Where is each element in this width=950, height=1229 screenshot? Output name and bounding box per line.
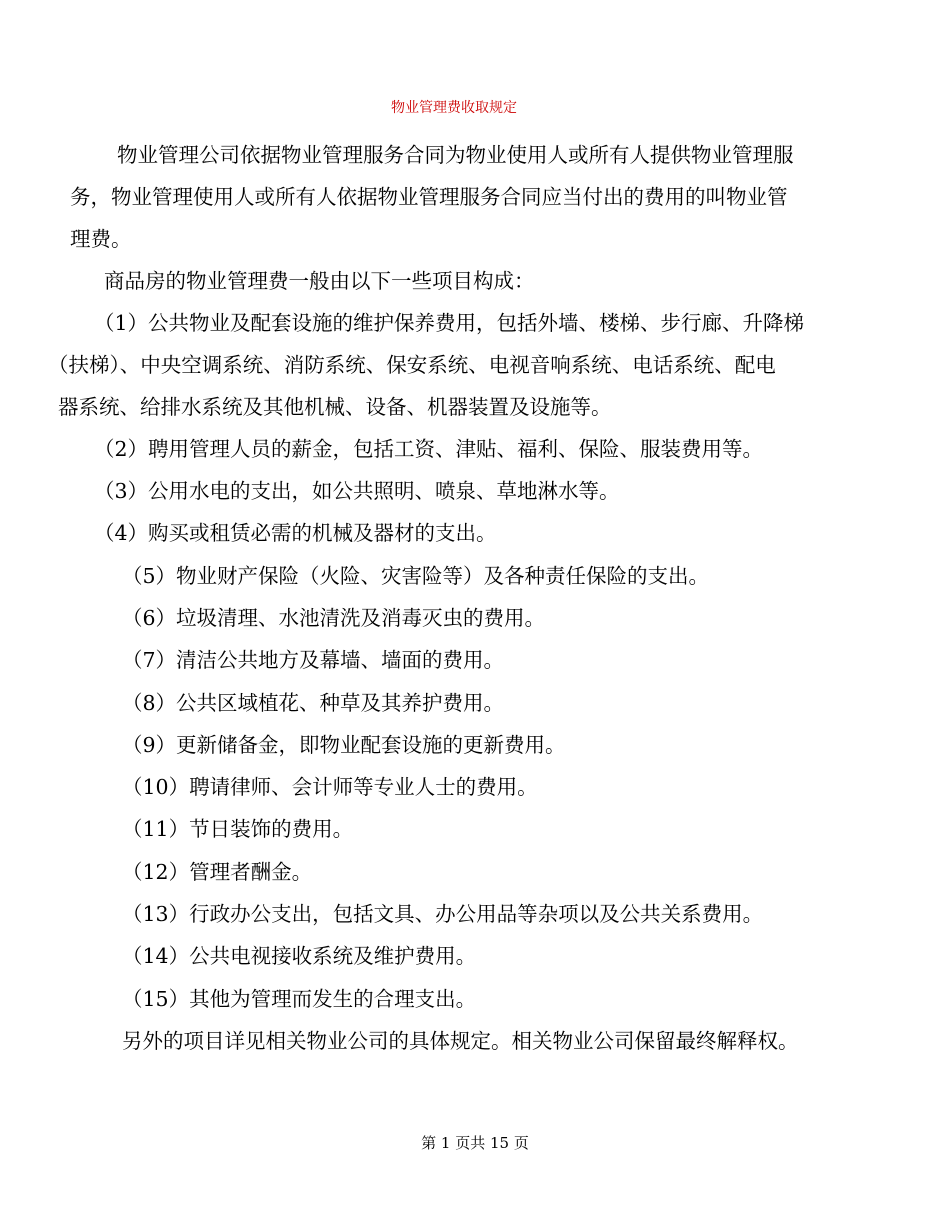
document-title: 物业管理费收取规定 (391, 100, 517, 116)
closing-paragraph: 另外的项目详见相关物业公司的具体规定。相关物业公司保留最终解释权。 (122, 1029, 799, 1053)
list-item: （7）清洁公共地方及幕墙、墙面的费用。 (122, 648, 505, 672)
list-item: （4）购买或租赁必需的机械及器材的支出。 (94, 521, 497, 545)
list-item: （9）更新储备金，即物业配套设施的更新费用。 (122, 733, 566, 757)
item-1-line-2: （扶梯）、中央空调系统、消防系统、保安系统、电视音响系统、电话系统、配电 (48, 353, 776, 377)
list-item: （11）节日装饰的费用。 (122, 817, 354, 841)
intro-line-3: 理费。 (70, 227, 132, 251)
list-item: （12）管理者酬金。 (122, 860, 313, 884)
intro-line-1: 物业管理公司依据物业管理服务合同为物业使用人或所有人提供物业管理服 (117, 143, 794, 167)
item-1-line-3: 器系统、给排水系统及其他机械、设备、机器装置及设施等。 (58, 395, 612, 419)
intro-line-2: 务，物业管理使用人或所有人依据物业管理服务合同应当付出的费用的叫物业管 (70, 185, 788, 209)
lead-paragraph: 商品房的物业管理费一般由以下一些项目构成： (104, 269, 535, 293)
item-1-line-1: （1）公共物业及配套设施的维护保养费用，包括外墙、楼梯、步行廊、升降梯 (94, 311, 805, 335)
page-number: 第 1 页共 15 页 (421, 1134, 529, 1152)
list-item: （10）聘请律师、会计师等专业人士的费用。 (122, 775, 538, 799)
list-item: （6）垃圾清理、水池清洗及消毒灭虫的费用。 (122, 606, 546, 630)
list-item: （14）公共电视接收系统及维护费用。 (122, 944, 477, 968)
list-item: （13）行政办公支出，包括文具、办公用品等杂项以及公共关系费用。 (122, 902, 764, 926)
list-item: （3）公用水电的支出，如公共照明、喷泉、草地淋水等。 (94, 479, 620, 503)
list-item: （8）公共区域植花、种草及其养护费用。 (122, 691, 505, 715)
list-item: （5）物业财产保险（火险、灾害险等）及各种责任保险的支出。 (122, 564, 710, 588)
list-item: （15）其他为管理而发生的合理支出。 (122, 987, 477, 1011)
list-item: （2）聘用管理人员的薪金，包括工资、津贴、福利、保险、服装费用等。 (94, 437, 764, 461)
